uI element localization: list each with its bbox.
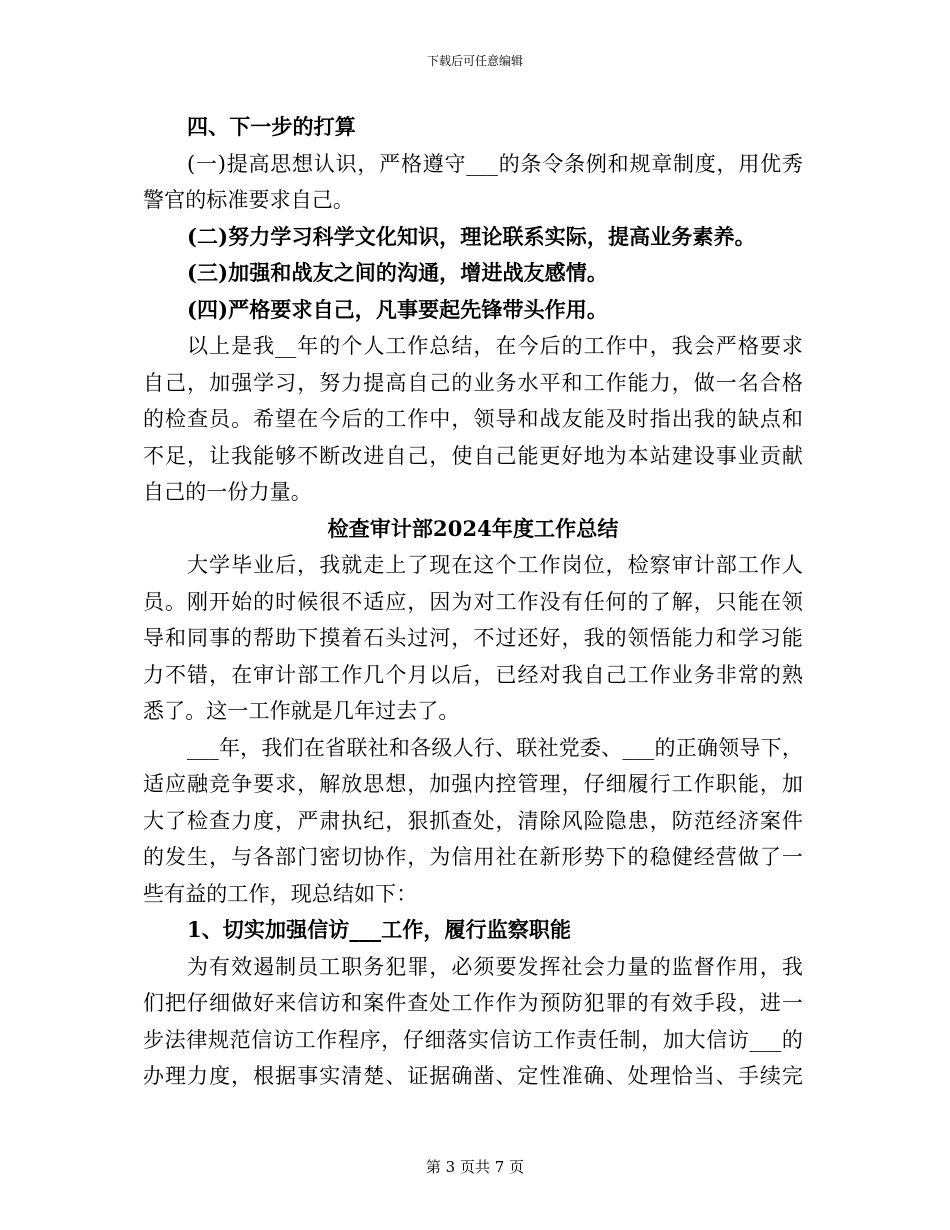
text-line: 步法律规范信访工作程序，仔细落实信访工作责任制，加大信访___的 bbox=[143, 1027, 803, 1052]
page-header: 下载后可任意编辑 bbox=[426, 54, 523, 68]
text-line: (一)提高思想认识，严格遵守___的条令条例和规章制度，用优秀 bbox=[187, 151, 803, 176]
text-line: 以上是我__年的个人工作总结，在今后的工作中，我会严格要求 bbox=[187, 334, 803, 358]
text-line: ___年，我们在省联社和各级人行、联社党委、___的正确领导下， bbox=[187, 735, 803, 760]
text-line: 大学毕业后，我就走上了现在这个工作岗位，检察审计部工作人 bbox=[187, 553, 803, 577]
text-line: 不足，让我能够不断改进自己，使自己能更好地为本站建设事业贡献 bbox=[143, 443, 803, 468]
text-line: 些有益的工作，现总结如下： bbox=[143, 881, 418, 906]
text-line: 自己的一份力量。 bbox=[143, 480, 312, 504]
text-line: 导和同事的帮助下摸着石头过河，不过还好，我的领悟能力和学习能 bbox=[143, 626, 803, 650]
text-line: 的检查员。希望在今后的工作中，领导和战友能及时指出我的缺点和 bbox=[143, 407, 803, 431]
text-line: 1、切实加强信访___工作，履行监察职能 bbox=[187, 917, 572, 942]
section-title: 检查审计部2024年度工作总结 bbox=[327, 515, 619, 541]
document-body bbox=[143, 109, 803, 1095]
text-line: 四、下一步的打算 bbox=[187, 114, 356, 139]
text-line: 悉了。这一工作就是几年过去了。 bbox=[143, 699, 460, 723]
text-line: 适应融竞争要求，解放思想，加强内控管理，仔细履行工作职能，加 bbox=[143, 772, 803, 796]
text-line: (四)严格要求自己，凡事要起先锋带头作用。 bbox=[187, 296, 608, 322]
text-line: 力不错，在审计部工作几个月以后，已经对我自己工作业务非常的熟 bbox=[143, 662, 803, 687]
text-line: 的发生，与各部门密切协作，为信用社在新形势下的稳健经营做了一 bbox=[143, 845, 803, 869]
text-line: 员。刚开始的时候很不适应，因为对工作没有任何的了解，只能在领 bbox=[143, 589, 803, 614]
text-line: 们把仔细做好来信访和案件查处工作作为预防犯罪的有效手段，进一 bbox=[143, 991, 803, 1015]
text-line: 为有效遏制员工职务犯罪，必须要发挥社会力量的监督作用，我 bbox=[187, 954, 803, 979]
page-footer: 第 3 页共 7 页 bbox=[425, 1158, 525, 1176]
text-line: 办理力度，根据事实清楚、证据确凿、定性准确、处理恰当、手续完 bbox=[143, 1064, 803, 1088]
text-line: 大了检查力度，严肃执纪，狠抓查处，清除风险隐患，防范经济案件 bbox=[143, 808, 803, 833]
text-line: 警官的标准要求自己。 bbox=[143, 188, 354, 212]
text-line: (三)加强和战友之间的沟通，增进战友感情。 bbox=[187, 260, 608, 285]
text-line: 自己，加强学习，努力提高自己的业务水平和工作能力，做一名合格 bbox=[143, 370, 803, 395]
text-line: (二)努力学习科学文化知识，理论联系实际，提高业务素养。 bbox=[187, 223, 756, 249]
